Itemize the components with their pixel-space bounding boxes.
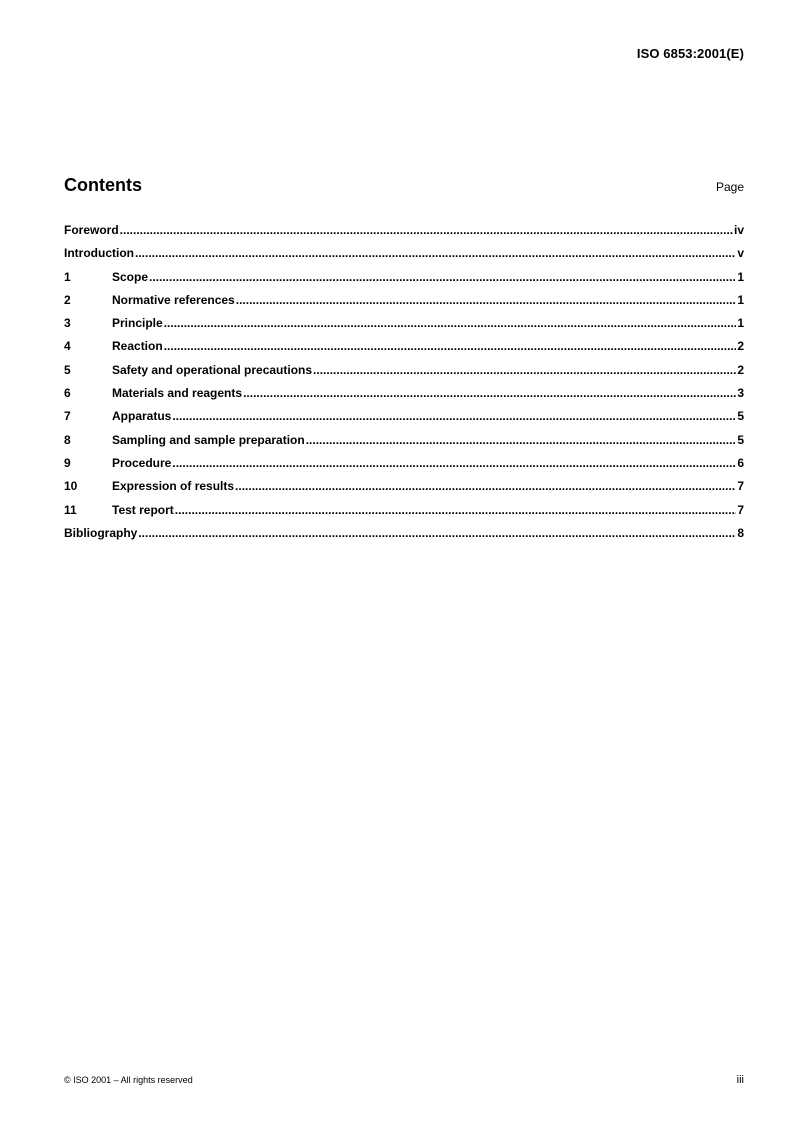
- toc-dot-leader: [313, 363, 736, 377]
- toc-entry-page[interactable]: 7: [737, 502, 744, 517]
- toc-entry-number: 9: [64, 455, 71, 470]
- toc-dot-leader: [172, 456, 736, 470]
- toc-entry-page[interactable]: 1: [737, 292, 744, 307]
- toc-entry[interactable]: [64, 479, 744, 502]
- copyright-notice: © ISO 2001 – All rights reserved: [64, 1075, 193, 1085]
- document-id: ISO 6853:2001(E): [636, 46, 744, 61]
- toc-entry-page[interactable]: 7: [737, 479, 744, 494]
- toc-entry-number: 4: [64, 339, 71, 354]
- toc-entry-number: 10: [64, 479, 78, 494]
- toc-entry[interactable]: [64, 503, 744, 526]
- toc-entry-page[interactable]: 8: [737, 525, 744, 540]
- toc-entry-number: 5: [64, 362, 71, 377]
- toc-entry-title[interactable]: Safety and operational precautions: [112, 362, 313, 377]
- page-number: iii: [736, 1074, 744, 1086]
- toc-entry-title[interactable]: Reaction: [112, 339, 163, 354]
- toc-entry-page[interactable]: 5: [737, 432, 744, 447]
- toc-entry[interactable]: [64, 526, 744, 549]
- contents-heading: Contents: [64, 175, 142, 195]
- toc-dot-leader: [172, 409, 736, 423]
- toc-dot-leader: [236, 293, 737, 307]
- toc-dot-leader: [243, 386, 736, 400]
- toc-entry-number: 7: [64, 409, 71, 424]
- toc-entry[interactable]: [64, 293, 744, 316]
- toc-entry[interactable]: [64, 433, 744, 456]
- toc-entry-title[interactable]: Bibliography: [64, 525, 138, 540]
- toc-dot-leader: [235, 479, 736, 493]
- toc-entry[interactable]: [64, 270, 744, 293]
- toc-entry-page[interactable]: v: [737, 246, 744, 261]
- toc-entry-title[interactable]: Expression of results: [112, 479, 235, 494]
- toc-entry[interactable]: [64, 339, 744, 362]
- toc-dot-leader: [164, 316, 737, 330]
- toc-entry-title[interactable]: Normative references: [112, 292, 235, 307]
- table-of-contents: [64, 223, 744, 549]
- toc-dot-leader: [135, 246, 736, 260]
- toc-entry-page[interactable]: 2: [737, 339, 744, 354]
- toc-entry-page[interactable]: 6: [737, 455, 744, 470]
- toc-dot-leader: [175, 503, 737, 517]
- toc-dot-leader: [120, 223, 733, 237]
- toc-entry-page[interactable]: 3: [737, 386, 744, 401]
- toc-entry-number: 6: [64, 386, 71, 401]
- toc-entry-number: 8: [64, 432, 71, 447]
- toc-entry[interactable]: [64, 316, 744, 339]
- toc-dot-leader: [164, 339, 737, 353]
- toc-entry-page[interactable]: 5: [737, 409, 744, 424]
- toc-entry-title[interactable]: Apparatus: [112, 409, 172, 424]
- toc-entry[interactable]: [64, 363, 744, 386]
- toc-entry-page[interactable]: iv: [733, 223, 744, 237]
- toc-entry[interactable]: [64, 246, 744, 269]
- page-column-label: Page: [715, 180, 744, 194]
- toc-entry-title[interactable]: Materials and reagents: [112, 386, 243, 401]
- toc-entry-number: 3: [64, 316, 71, 331]
- toc-entry-number: 2: [64, 292, 71, 307]
- toc-entry-title[interactable]: Foreword: [64, 223, 119, 237]
- toc-entry-title[interactable]: Sampling and sample preparation: [112, 432, 305, 447]
- toc-dot-leader: [306, 433, 737, 447]
- toc-entry[interactable]: [64, 223, 744, 246]
- toc-entry-number: 11: [64, 502, 77, 517]
- toc-entry[interactable]: [64, 386, 744, 409]
- toc-entry-title[interactable]: Procedure: [112, 455, 172, 470]
- toc-dot-leader: [149, 270, 736, 284]
- toc-entry-page[interactable]: 1: [737, 316, 744, 331]
- toc-entry-title[interactable]: Test report: [112, 502, 174, 517]
- toc-entry-number: 1: [64, 269, 71, 284]
- toc-entry[interactable]: [64, 456, 744, 479]
- toc-entry-page[interactable]: 2: [737, 362, 744, 377]
- toc-entry-title[interactable]: Principle: [112, 316, 163, 331]
- toc-entry-page[interactable]: 1: [737, 269, 744, 284]
- toc-entry[interactable]: [64, 409, 744, 432]
- toc-dot-leader: [138, 526, 736, 540]
- toc-entry-title[interactable]: Scope: [112, 269, 149, 284]
- toc-entry-title[interactable]: Introduction: [64, 246, 134, 261]
